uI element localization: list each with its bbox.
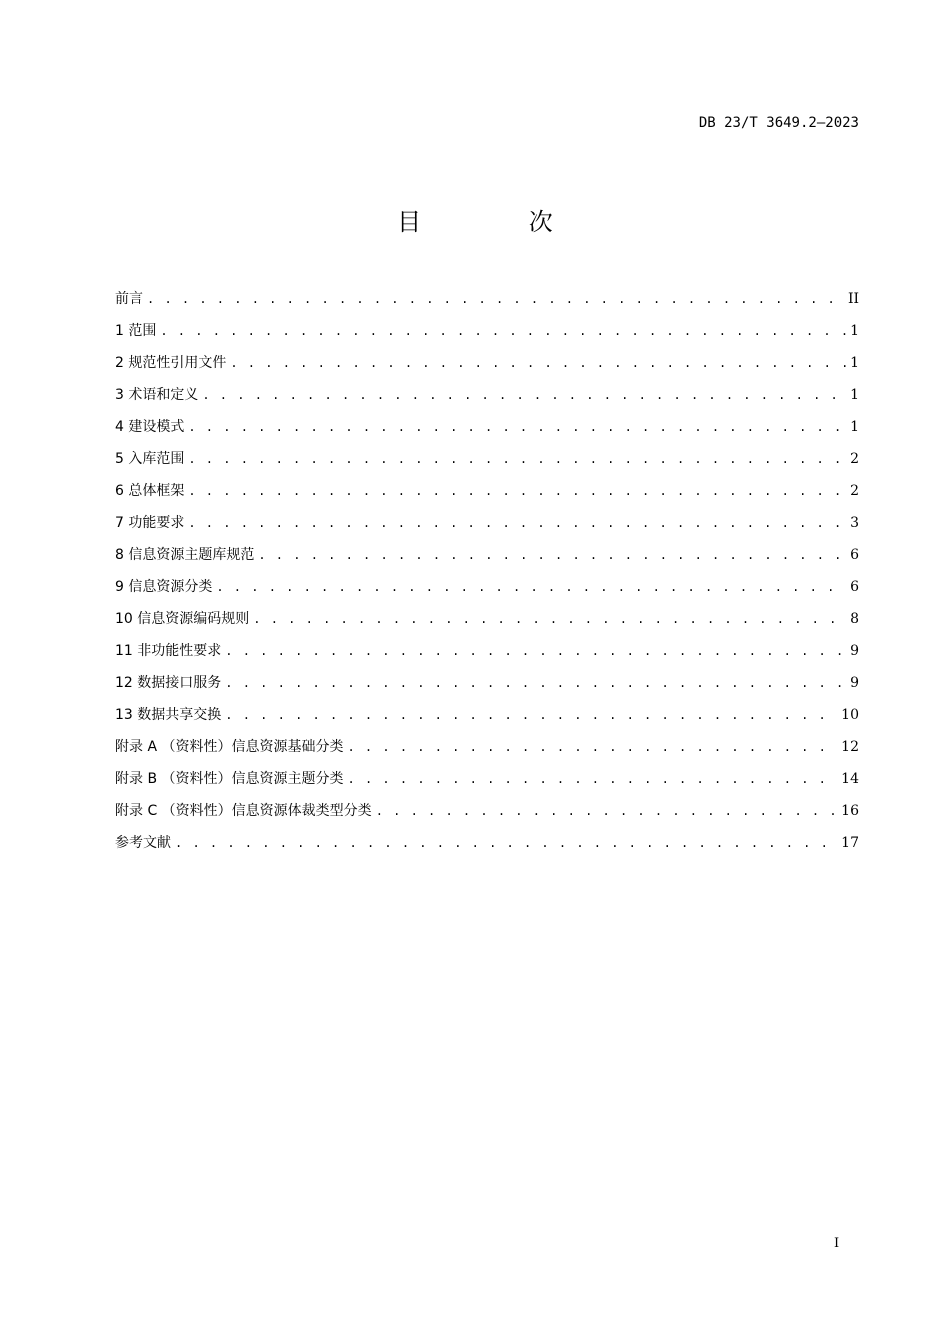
toc-entry-appendix-c[interactable] [115, 799, 859, 831]
toc-entry-bibliography[interactable] [115, 831, 859, 863]
toc-entry-page: 12 [841, 739, 859, 755]
toc-entry-label: 10 信息资源编码规则 [115, 611, 250, 627]
toc-entry-page: 6 [850, 547, 859, 563]
dot-leader [216, 575, 846, 599]
toc-entry-label: 13 数据共享交换 [115, 707, 222, 723]
toc-entry-coding-rules[interactable] [115, 607, 859, 639]
toc-entry-scope[interactable] [115, 319, 859, 351]
toc-entry-page: 1 [850, 323, 859, 339]
toc-entry-storage-scope[interactable] [115, 447, 859, 479]
dot-leader [188, 447, 846, 471]
dot-leader [188, 511, 846, 535]
toc-entry-label: 附录 C （资料性）信息资源体裁类型分类 [115, 803, 372, 819]
toc-entry-resource-classification[interactable] [115, 575, 859, 607]
toc-entry-label: 前言 [115, 291, 143, 307]
toc-entry-label: 9 信息资源分类 [115, 579, 213, 595]
toc-entry-functional-requirements[interactable] [115, 511, 859, 543]
dot-leader [160, 319, 846, 343]
toc-entry-label: 12 数据接口服务 [115, 675, 222, 691]
dot-leader [253, 607, 846, 631]
toc-entry-page: 16 [841, 803, 859, 819]
toc-entry-data-interface[interactable] [115, 671, 859, 703]
toc-entry-page: 9 [850, 643, 859, 659]
toc-entry-page: 17 [841, 835, 859, 851]
toc-entry-appendix-b[interactable] [115, 767, 859, 799]
toc-entry-appendix-a[interactable] [115, 735, 859, 767]
dot-leader [348, 767, 838, 791]
toc-title: 目 次 [397, 208, 603, 236]
toc-entry-page: 9 [850, 675, 859, 691]
toc-entry-data-sharing[interactable] [115, 703, 859, 735]
dot-leader [230, 351, 846, 375]
dot-leader [188, 479, 846, 503]
toc-entry-page: 8 [850, 611, 859, 627]
page-number: I [834, 1236, 840, 1251]
toc-entry-normative-references[interactable] [115, 351, 859, 383]
toc-entry-theme-library-spec[interactable] [115, 543, 859, 575]
toc-entry-page: II [847, 291, 859, 307]
toc-entry-construction-mode[interactable] [115, 415, 859, 447]
toc-entry-label: 3 术语和定义 [115, 387, 199, 403]
toc-entry-label: 4 建设模式 [115, 419, 185, 435]
toc-entry-label: 11 非功能性要求 [115, 643, 222, 659]
toc-entry-page: 14 [841, 771, 859, 787]
toc-list [115, 287, 859, 863]
toc-entry-label: 1 范围 [115, 323, 157, 339]
toc-entry-label: 2 规范性引用文件 [115, 355, 227, 371]
toc-entry-terms-definitions[interactable] [115, 383, 859, 415]
dot-leader [376, 799, 837, 823]
toc-entry-label: 8 信息资源主题库规范 [115, 547, 255, 563]
toc-entry-page: 1 [850, 387, 859, 403]
toc-entry-foreword[interactable] [115, 287, 859, 319]
toc-entry-page: 1 [850, 419, 859, 435]
toc-entry-label: 附录 A （资料性）信息资源基础分类 [115, 739, 344, 755]
toc-entry-page: 1 [850, 355, 859, 371]
toc-entry-page: 10 [841, 707, 859, 723]
dot-leader [188, 415, 846, 439]
toc-entry-label: 6 总体框架 [115, 483, 185, 499]
toc-entry-page: 2 [850, 451, 859, 467]
standard-code: DB 23/T 3649.2—2023 [698, 115, 859, 131]
toc-entry-page: 6 [850, 579, 859, 595]
dot-leader [225, 671, 846, 695]
toc-entry-label: 参考文献 [115, 835, 171, 851]
toc-entry-label: 7 功能要求 [115, 515, 185, 531]
dot-leader [258, 543, 846, 567]
dot-leader [175, 831, 837, 855]
dot-leader [225, 639, 846, 663]
toc-entry-label: 附录 B （资料性）信息资源主题分类 [115, 771, 344, 787]
toc-entry-page: 3 [850, 515, 859, 531]
toc-entry-non-functional[interactable] [115, 639, 859, 671]
dot-leader [347, 735, 837, 759]
toc-entry-overall-framework[interactable] [115, 479, 859, 511]
dot-leader [225, 703, 837, 727]
dot-leader [147, 287, 844, 311]
dot-leader [202, 383, 846, 407]
toc-entry-page: 2 [850, 483, 859, 499]
toc-entry-label: 5 入库范围 [115, 451, 185, 467]
